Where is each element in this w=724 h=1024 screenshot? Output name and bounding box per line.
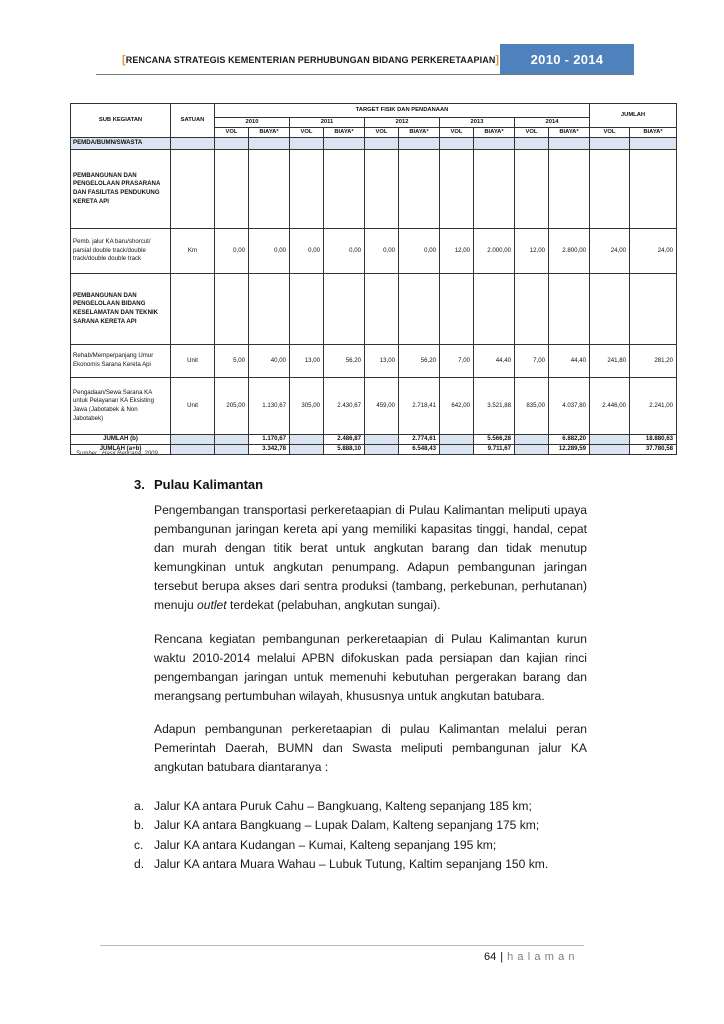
- col-vol: VOL: [215, 128, 249, 138]
- cell-value: 7,00: [515, 345, 549, 378]
- paragraph-line: merangsang pertumbuhan wilayah, khususnya untuk angkutan batubara.: [154, 689, 545, 704]
- col-satuan: SATUAN: [171, 104, 215, 138]
- section-title: Pulau Kalimantan: [154, 477, 264, 492]
- list-text: Jalur KA antara Muara Wahau – Lubuk Tutung, Kaltim sepanjang 150 km.: [154, 857, 549, 872]
- list-item: [134, 797, 548, 816]
- paragraph-line: pengembangan jaringan untuk memenuhi kebutuhan pergerakan barang dan: [154, 670, 587, 685]
- cell-value: 24,00: [590, 229, 630, 274]
- section-label: PEMBANGUNAN DAN PENGELOLAAN BIDANG KESELAMATAN DAN TEKNIK SARANA KERETA API: [71, 274, 171, 345]
- text-run: terdekat (pelabuhan, angkutan sungai).: [226, 598, 441, 613]
- col-vol: VOL: [440, 128, 474, 138]
- cell-value: 12,00: [515, 229, 549, 274]
- total-value: 5.888,10: [324, 445, 365, 455]
- cell-value: 0,00: [249, 229, 290, 274]
- cell-value: 56,20: [324, 345, 365, 378]
- total-label: JUMLAH (b): [71, 435, 171, 445]
- section-number: 3.: [134, 477, 145, 492]
- railway-list: [134, 797, 548, 875]
- col-target: TARGET FISIK DAN PENDANAAN: [215, 104, 590, 118]
- cell-value: 44,40: [474, 345, 515, 378]
- list-letter: b.: [134, 818, 145, 833]
- table-source: Sumber : Hasil Rencana, 2009: [76, 451, 158, 457]
- col-year: 2011: [290, 118, 365, 128]
- cell-value: 2.430,67: [324, 378, 365, 435]
- col-biaya: BIAYA*: [630, 128, 677, 138]
- paragraph-line: [154, 596, 587, 615]
- section-heading: [134, 477, 263, 492]
- col-biaya: BIAYA*: [324, 128, 365, 138]
- section-label: PEMBANGUNAN DAN PENGELOLAAN PRASARANA DAN FASILITAS PENDUKUNG KERETA API: [71, 150, 171, 229]
- row-unit: Unit: [171, 345, 215, 378]
- total-value: 37.780,58: [630, 445, 677, 455]
- cell-value: 3.521,88: [474, 378, 515, 435]
- list-text: Jalur KA antara Kudangan – Kumai, Kalteng sepanjang 195 km;: [154, 837, 497, 852]
- total-row-b: [71, 435, 677, 445]
- col-vol: VOL: [590, 128, 630, 138]
- col-vol: VOL: [290, 128, 324, 138]
- section-row: [71, 274, 677, 345]
- table-header-row: [71, 104, 677, 118]
- paragraph-line: tersebut berupa akses dari sentra produksi (tambang, perkebunan, perhutanan): [154, 579, 587, 594]
- total-value: 9.711,67: [474, 445, 515, 455]
- header-title-text: RENCANA STRATEGIS KEMENTERIAN PERHUBUNGAN BIDANG PERKERETAAPIAN: [125, 55, 496, 65]
- row-name: Pemb. jalur KA baru/shorcut/ parsial double track/double track/double double track: [71, 229, 171, 274]
- category-label: PEMDA/BUMN/SWASTA: [71, 138, 171, 150]
- cell-value: 835,00: [515, 378, 549, 435]
- total-row-ab: [71, 445, 677, 455]
- footer-word: halaman: [507, 951, 579, 963]
- cell-value: 2.000,00: [474, 229, 515, 274]
- cell-value: 642,00: [440, 378, 474, 435]
- total-value: 3.342,78: [249, 445, 290, 455]
- table-row: [71, 345, 677, 378]
- cell-value: 2.241,00: [630, 378, 677, 435]
- paragraph-line: waktu 2010-2014 melalui APBN difokuskan pada persiapan dan kajian rinci: [154, 651, 587, 666]
- cell-value: 7,00: [440, 345, 474, 378]
- row-unit: Km: [171, 229, 215, 274]
- page-number: 64: [484, 951, 497, 963]
- footer-separator: |: [500, 951, 504, 963]
- header-divider: [96, 74, 634, 75]
- col-year: 2013: [440, 118, 515, 128]
- col-vol: VOL: [365, 128, 399, 138]
- paragraph-line: Pemerintah Daerah, BUMN dan Swasta meliputi pembangunan jalur KA: [154, 741, 587, 756]
- total-value: 5.566,28: [474, 435, 515, 445]
- row-name: Pengadaan/Sewa Sarana KA untuk Pelayanan KA Eksisting Jawa (Jabotabek & Non Jabotabek): [71, 378, 171, 435]
- cell-value: 305,00: [290, 378, 324, 435]
- col-biaya: BIAYA*: [474, 128, 515, 138]
- cell-value: 0,00: [399, 229, 440, 274]
- cell-value: 0,00: [324, 229, 365, 274]
- paragraph-line: Pengembangan transportasi perkeretaapian di Pulau Kalimantan meliputi upaya: [154, 503, 587, 517]
- paragraph-1: [154, 501, 587, 616]
- cell-value: 2.446,00: [590, 378, 630, 435]
- cell-value: 40,00: [249, 345, 290, 378]
- col-year: 2010: [215, 118, 290, 128]
- list-item: [134, 836, 548, 855]
- target-table: [70, 103, 677, 455]
- cell-value: 241,80: [590, 345, 630, 378]
- paragraph-line: angkutan batubara diantaranya :: [154, 760, 329, 775]
- total-label: JUMLAH (a+b): [71, 445, 171, 455]
- col-vol: VOL: [515, 128, 549, 138]
- header-title: [122, 54, 499, 66]
- col-biaya: BIAYA*: [399, 128, 440, 138]
- paragraph-line: pembangunan jaringan kereta api yang memiliki kapasitas tinggi, handal, cepat: [154, 522, 587, 537]
- list-text: Jalur KA antara Puruk Cahu – Bangkuang, Kalteng sepanjang 185 km;: [154, 799, 532, 813]
- paragraph-line: kemungkinan untuk angkutan penumpang. Adapun pembangunan jaringan: [154, 560, 587, 575]
- cell-value: 24,00: [630, 229, 677, 274]
- total-value: 2.774,61: [399, 435, 440, 445]
- cell-value: 2.718,41: [399, 378, 440, 435]
- cell-value: 281,20: [630, 345, 677, 378]
- table-row: [71, 229, 677, 274]
- paragraph-line: Adapun pembangunan perkeretaapian di pulau Kalimantan melalui peran: [154, 722, 587, 736]
- cell-value: 205,00: [215, 378, 249, 435]
- list-item: [134, 816, 548, 835]
- col-biaya: BIAYA*: [549, 128, 590, 138]
- total-value: 6.882,20: [549, 435, 590, 445]
- header-bracket-close: ]: [495, 54, 500, 66]
- row-name: Rehab/Memperpanjang Umur Ekonomis Sarana Kereta Api: [71, 345, 171, 378]
- cell-value: 0,00: [290, 229, 324, 274]
- page-footer: [484, 951, 579, 963]
- total-value: 2.486,87: [324, 435, 365, 445]
- category-row: [71, 138, 677, 150]
- cell-value: 5,00: [215, 345, 249, 378]
- list-letter: a.: [134, 799, 145, 813]
- footer-divider: [100, 945, 584, 946]
- text-run: menuju: [154, 598, 198, 613]
- paragraph-line: dan murah dengan titik berat untuk angkutan barang dan tidak menutup: [154, 541, 587, 556]
- col-year: 2014: [515, 118, 590, 128]
- cell-value: 0,00: [215, 229, 249, 274]
- col-jumlah: JUMLAH: [590, 104, 677, 128]
- cell-value: 13,00: [365, 345, 399, 378]
- cell-value: 12,00: [440, 229, 474, 274]
- year-range-badge: 2010 - 2014: [500, 44, 634, 74]
- cell-value: 2.800,00: [549, 229, 590, 274]
- total-value: 12.289,59: [549, 445, 590, 455]
- cell-value: 1.130,67: [249, 378, 290, 435]
- row-unit: Unit: [171, 378, 215, 435]
- emphasis-outlet: outlet: [197, 598, 227, 613]
- cell-value: 459,00: [365, 378, 399, 435]
- list-letter: d.: [134, 857, 145, 872]
- header-bracket-open: [: [122, 54, 126, 66]
- cell-value: 56,20: [399, 345, 440, 378]
- cell-value: 44,40: [549, 345, 590, 378]
- total-value: 6.548,43: [399, 445, 440, 455]
- list-item: [134, 855, 548, 874]
- col-biaya: BIAYA*: [249, 128, 290, 138]
- cell-value: 0,00: [365, 229, 399, 274]
- col-year: 2012: [365, 118, 440, 128]
- cell-value: 13,00: [290, 345, 324, 378]
- list-text: Jalur KA antara Bangkuang – Lupak Dalam, Kalteng sepanjang 175 km;: [154, 818, 540, 833]
- total-value: 18.880,63: [630, 435, 677, 445]
- paragraph-3: [154, 720, 587, 777]
- total-value: 1.170,67: [249, 435, 290, 445]
- col-sub-kegiatan: SUB KEGIATAN: [71, 104, 171, 138]
- cell-value: 4.037,80: [549, 378, 590, 435]
- paragraph-line: Rencana kegiatan pembangunan perkeretaapian di Pulau Kalimantan kurun: [154, 632, 587, 646]
- list-letter: c.: [134, 837, 144, 852]
- section-row: [71, 150, 677, 229]
- page-header: [96, 44, 634, 74]
- table-row: [71, 378, 677, 435]
- paragraph-2: [154, 630, 587, 706]
